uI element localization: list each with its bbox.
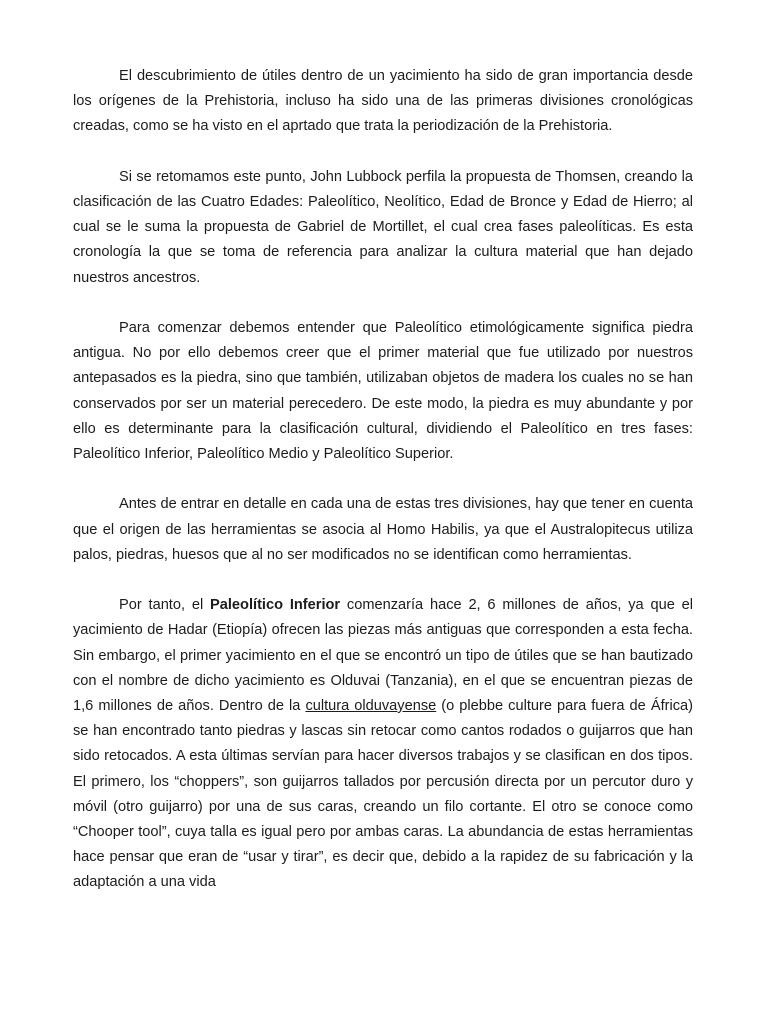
bold-term-paleolitico-inferior: Paleolítico Inferior	[210, 597, 341, 614]
document-page	[73, 64, 693, 896]
paragraph-intro: El descubrimiento de útiles dentro de un yacimiento ha sido de gran importancia desde los orígenes de la Prehistoria, incluso ha sido una de las primeras divisiones cronológicas creadas, como se ha visto en el aprtado que trata la periodización de la Prehistoria.	[73, 68, 693, 135]
paragraph-paleolitico-definicion: Para comenzar debemos entender que Paleolítico etimológicamente significa piedra antigua. No por ello debemos creer que el primer material que fue utilizado por nuestros antepasados es la piedra, sino que también, utilizaban objetos de madera los cuales no se han conservados por ser un material perecedero. De este modo, la piedra es muy abundante y por ello es determinante para la clasificación cultural, dividiendo el Paleolítico en tres fases: Paleolítico Inferior, Paleolítico Medio y Paleolítico Superior.	[73, 320, 693, 463]
paragraph-text: comenzaría hace 2, 6 millones de años, ya que el yacimiento de Hadar (Etiopía) ofrecen las piezas más antiguas que corresponden a esta fecha. Sin embargo, el primer yacimiento en el que se encontró un tipo de útiles que se han bautizado con el nombre de dicho yacimiento es Olduvai (Tanzania), en el que se encuentran piezas de 1,6 millones de años. Dentro de la	[73, 597, 693, 715]
paragraph-paleolitico-inferior	[73, 593, 693, 895]
paragraph-text: Por tanto, el	[119, 597, 211, 614]
paragraph-cuatro-edades: Si se retomamos este punto, John Lubbock perfila la propuesta de Thomsen, creando la clasificación de las Cuatro Edades: Paleolítico, Neolítico, Edad de Bronce y Edad de Hierro; al cual se le suma la propuesta de Gabriel de Mortillet, el cual crea fases paleolíticas. Es esta cronología la que se toma de referencia para analizar la cultura material que han dejado nuestros ancestros.	[73, 168, 693, 286]
paragraph-origen-herramientas: Antes de entrar en detalle en cada una de estas tres divisiones, hay que tener en cuenta que el origen de las herramientas se asocia al Homo Habilis, ya que el Australopitecus utiliza palos, piedras, huesos que al no ser modificados no se identifican como herramientas.	[73, 496, 693, 563]
underlined-term-cultura-olduvayense: cultura olduvayense	[305, 698, 437, 715]
paragraph-text: (o plebbe culture para fuera de África) se han encontrado tanto piedras y lascas sin retocar como cantos rodados o guijarros que han sido retocados. A esta últimas servían para hacer diversos trabajos y se clasifican en dos tipos. El primero, los “choppers”, son guijarros tallados por percusión directa por un percutor duro y móvil (otro guijarro) por una de sus caras, creando un filo cortante. El otro se conoce como “Chooper tool”, cuya talla es igual pero por ambas caras. La abundancia de estas herramientas hace pensar que eran de “usar y tirar”, es decir que, debido a la rapidez de su fabricación y la adaptación a una vida	[73, 698, 693, 891]
